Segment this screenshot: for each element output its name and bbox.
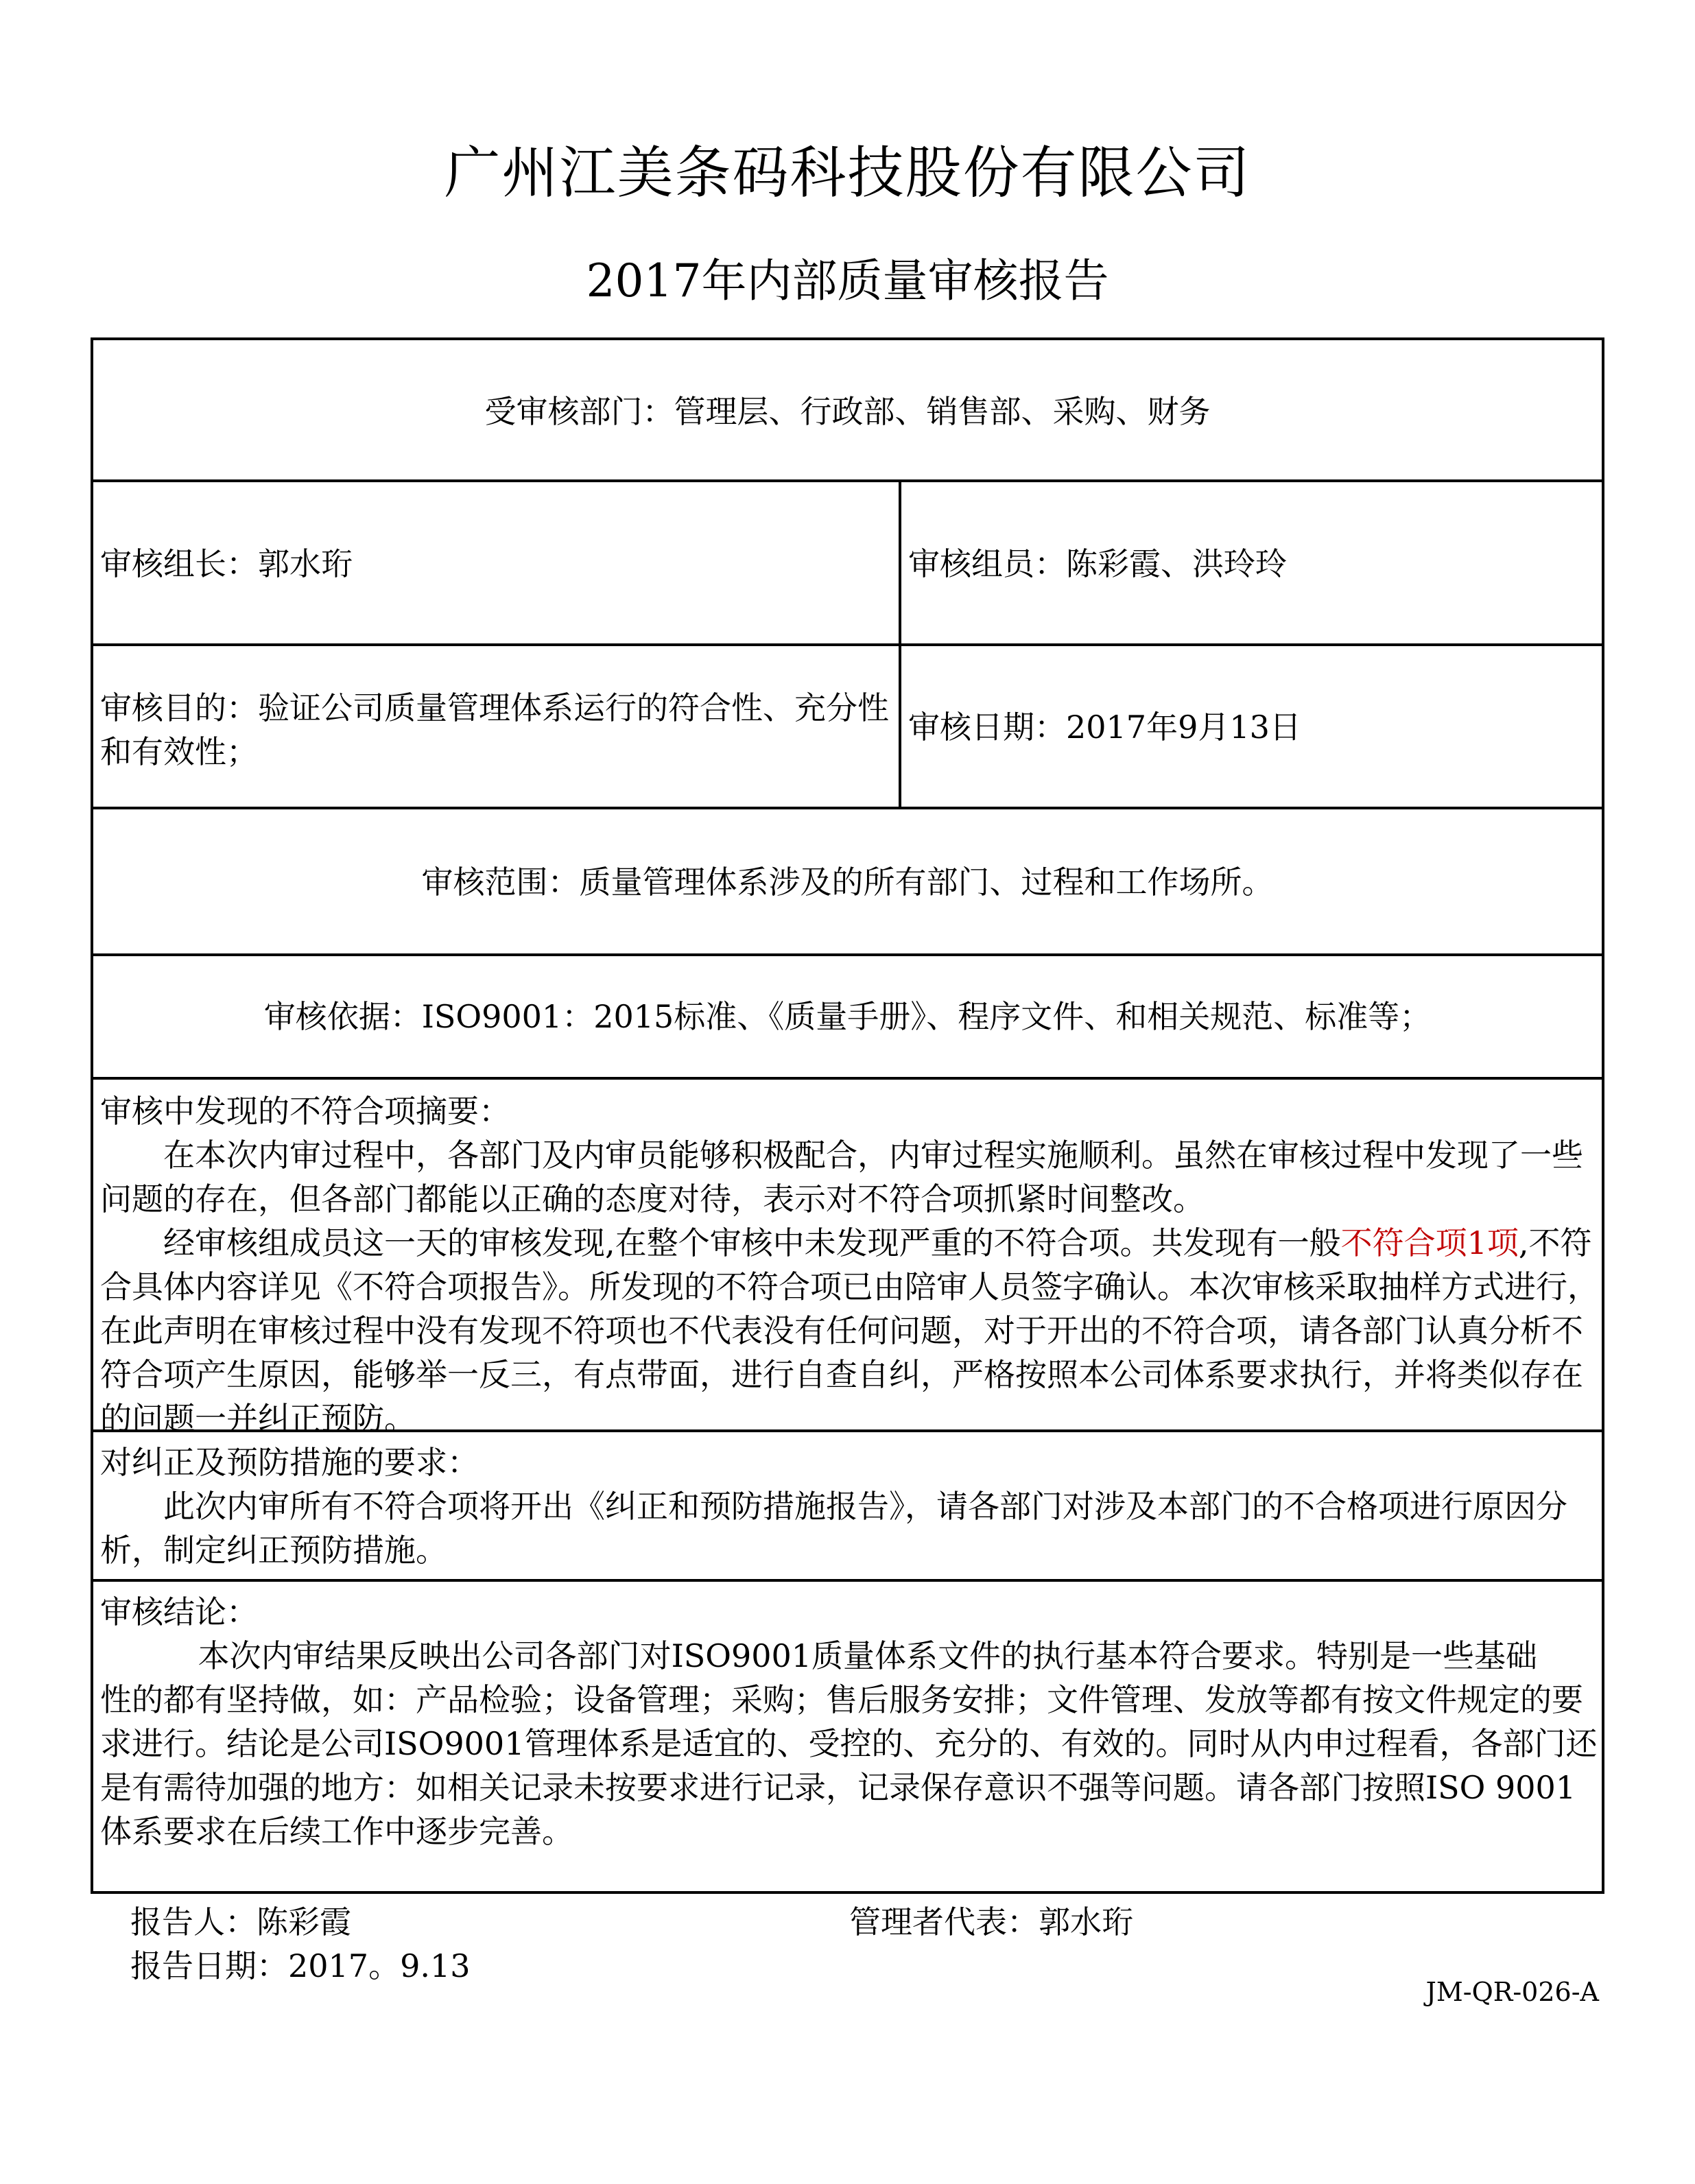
row-divider bbox=[91, 1077, 1604, 1080]
nonconformity-count-highlight: 不符合项1项 bbox=[1340, 1224, 1519, 1261]
audit-team-members: 审核组员：陈彩霞、洪玲玲 bbox=[908, 545, 1287, 582]
document-code: JM-QR-026-A bbox=[1425, 1977, 1599, 2007]
reporter: 报告人：陈彩霞 bbox=[130, 1903, 351, 1940]
row-divider bbox=[91, 479, 1604, 482]
report-title: 2017年内部质量审核报告 bbox=[586, 254, 1109, 307]
nonconformity-para-2 bbox=[100, 1221, 1599, 1440]
corrective-para: 此次内审所有不符合项将开出《纠正和预防措施报告》，请各部门对涉及本部门的不合格项进行原因分析，制定纠正预防措施。 bbox=[100, 1488, 1567, 1569]
row-divider bbox=[91, 643, 1604, 646]
audit-date: 审核日期：2017年9月13日 bbox=[908, 709, 1301, 746]
corrective-action-requirements bbox=[100, 1440, 1599, 1572]
column-divider bbox=[899, 479, 901, 809]
conclusion-line-1: 本次内审结果反映出公司各部门对ISO9001质量体系文件的执行基本符合要求。特别是一些基础 bbox=[198, 1637, 1538, 1674]
row-divider bbox=[91, 807, 1604, 809]
nonconformity-text: ,不符合具体内容详见《不符合项报告》。所发现的不符合项已由陪审人员签字确认。本次审核采取抽样方式进行，在此声明在审核过程中没有发现不符项也不代表没有任何问题，对于开出的不符合项，请各部门认真分析不符合项产生原因，能够举一反三，有点带面，进行自查自纠，严格按照本公司体系要求执行，并将类似存在的问题一并纠正预防。 bbox=[100, 1224, 1599, 1437]
conclusion-para: 性的都有坚持做，如：产品检验；设备管理；采购；售后服务安排；文件管理、发放等都有按文件规定的要求进行。结论是公司ISO9001管理体系是适宜的、受控的、充分的、有效的。同时从内申过程看，各部门还是有需待加强的地方：如相关记录未按要求进行记录，记录保存意识不强等问题。请各部门按照ISO 9001体系要求在后续工作中逐步完善。 bbox=[100, 1681, 1598, 1850]
nonconformity-para-1: 在本次内审过程中，各部门及内审员能够积极配合，内审过程实施顺利。虽然在审核过程中发现了一些问题的存在，但各部门都能以正确的态度对待，表示对不符合项抓紧时间整改。 bbox=[100, 1137, 1583, 1218]
audit-team-leader: 审核组长：郭水珩 bbox=[100, 545, 353, 582]
nonconformity-summary bbox=[100, 1089, 1599, 1440]
row-divider bbox=[91, 953, 1604, 956]
audited-departments: 受审核部门：管理层、行政部、销售部、采购、财务 bbox=[484, 393, 1211, 430]
nonconformity-heading: 审核中发现的不符合项摘要： bbox=[100, 1093, 510, 1130]
corrective-heading: 对纠正及预防措施的要求： bbox=[100, 1444, 479, 1481]
company-title: 广州江美条码科技股份有限公司 bbox=[444, 141, 1251, 206]
audit-purpose: 审核目的：验证公司质量管理体系运行的符合性、充分性和有效性； bbox=[100, 689, 889, 770]
audit-scope: 审核范围：质量管理体系涉及的所有部门、过程和工作场所。 bbox=[421, 864, 1274, 901]
report-date: 报告日期：2017。9.13 bbox=[130, 1947, 471, 1984]
audit-basis: 审核依据：ISO9001：2015标准、《质量手册》、程序文件、和相关规范、标准等； bbox=[263, 998, 1432, 1035]
conclusion-heading: 审核结论： bbox=[100, 1593, 258, 1630]
nonconformity-text: 经审核组成员这一天的审核发现,在整个审核中未发现严重的不符合项。共发现有一般 bbox=[163, 1224, 1341, 1261]
row-divider bbox=[91, 1579, 1604, 1582]
audit-conclusion bbox=[100, 1590, 1599, 1853]
management-representative: 管理者代表：郭水珩 bbox=[849, 1903, 1133, 1940]
